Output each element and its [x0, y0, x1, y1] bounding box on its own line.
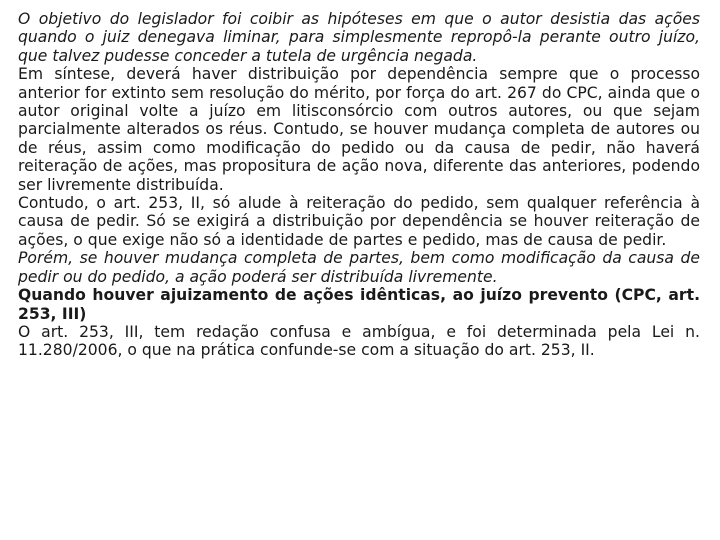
document-body: [18, 10, 700, 360]
paragraph-art-253-ii: Contudo, o art. 253, II, só alude à reiteração do pedido, sem qualquer referência à causa de pedir. Só se exigirá a distribuição por dependência se houver reiteração de ações, o que exige não só a identidade de partes e pedido, mas de causa de pedir.: [18, 194, 700, 249]
section-heading-identical-actions: Quando houver ajuizamento de ações idênticas, ao juízo prevento (CPC, art. 253, III): [18, 286, 700, 323]
paragraph-summary: Em síntese, deverá haver distribuição por dependência sempre que o processo anterior for extinto sem resolução do mérito, por força do art. 267 do CPC, ainda que o autor original volte a juízo em litisconsórcio com outros autores, ou que sejam parcialmente alterados os réus. Contudo, se houver mudança completa de autores ou de réus, assim como modificação do pedido ou da causa de pedir, não haverá reiteração de ações, mas propositura de ação nova, diferente das anteriores, podendo ser livremente distribuída.: [18, 65, 700, 194]
paragraph-objective: O objetivo do legislador foi coibir as hipóteses em que o autor desistia das ações quando o juiz denegava liminar, para simplesmente repropô-la perante outro juízo, que talvez pudesse conceder a tutela de urgência negada.: [18, 10, 700, 65]
paragraph-art-253-iii: O art. 253, III, tem redação confusa e ambígua, e foi determinada pela Lei n. 11.280/2006, o que na prática confunde-se com a situação do art. 253, II.: [18, 322, 700, 360]
paragraph-change-of-parties: Porém, se houver mudança completa de partes, bem como modificação da causa de pedir ou do pedido, a ação poderá ser distribuída livremente.: [18, 249, 700, 286]
